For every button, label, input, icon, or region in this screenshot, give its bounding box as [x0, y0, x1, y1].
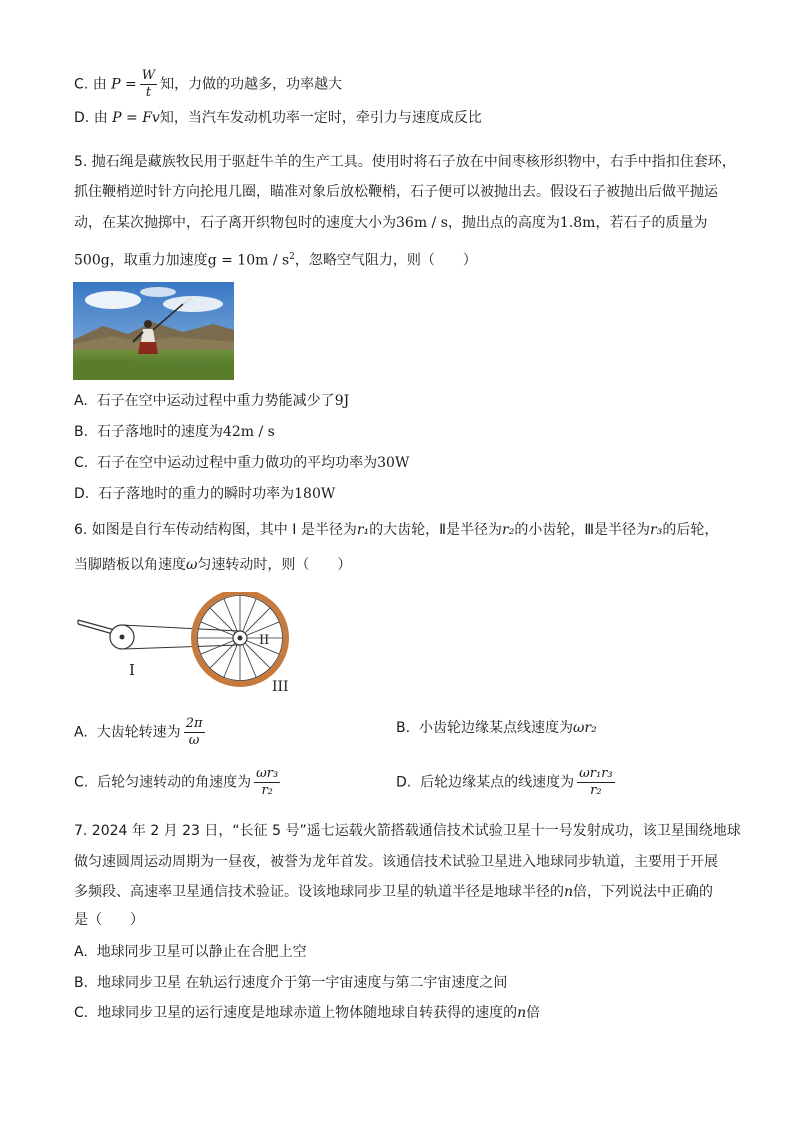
text: 多频段、高速率卫星通信技术验证。设该地球同步卫星的轨道半径是地球半径的	[74, 884, 564, 900]
label-II: II	[259, 633, 270, 648]
value: 500g	[74, 252, 110, 269]
option-value: 9J	[334, 393, 350, 409]
option-text: 后轮边缘某点的线速度为	[420, 774, 575, 791]
option-text: 由	[93, 110, 108, 126]
fraction	[140, 68, 157, 101]
text: ，忽略空气阻力，则（ ）	[294, 252, 477, 269]
var: ω	[186, 557, 198, 573]
option-text: 小齿轮边缘某点线速度为	[418, 720, 573, 736]
q5-option-d	[74, 484, 335, 504]
option-label: A.	[74, 393, 88, 409]
formula: P = Fv	[112, 110, 160, 126]
herder-photo	[73, 282, 234, 380]
q5-option-c	[74, 453, 409, 473]
var: r₁	[356, 522, 370, 538]
option-text: 倍	[526, 1005, 541, 1021]
option-text: 知，当汽车发动机功率一定时，牵引力与速度成反比	[159, 110, 482, 126]
option-text: 地球同步卫星的运行速度是地球赤道上物体随地球自转获得的速度的	[97, 1005, 518, 1021]
text: ，取重力加速度	[109, 252, 208, 269]
value: 36m / s	[396, 215, 448, 231]
var: n	[564, 884, 574, 900]
text: ，抛出点的高度为	[447, 215, 560, 231]
fraction	[577, 766, 614, 799]
option-label: D.	[74, 486, 90, 502]
option-label: B.	[396, 720, 411, 736]
q7-option-b	[74, 973, 507, 993]
option-text: 知，力做的功越多，功率越大	[160, 76, 343, 93]
fraction	[254, 766, 280, 799]
q6-line1	[74, 520, 718, 540]
option-text: 石子落地时的重力的瞬时功率为	[98, 486, 295, 502]
text: 倍，下列说法中正确的	[573, 884, 714, 900]
bicycle-diagram	[74, 592, 304, 702]
option-label: C.	[74, 76, 89, 93]
option-label: A.	[74, 724, 88, 741]
label-III: III	[272, 679, 289, 695]
text: 的大齿轮，Ⅱ是半径为	[369, 522, 503, 538]
value: g = 10m / s	[207, 252, 290, 269]
text: 匀速转动时，则（ ）	[197, 557, 352, 573]
option-text: 地球同步卫星可以静止在合肥上空	[96, 944, 307, 960]
var: r₃	[650, 522, 663, 538]
var: r₂	[502, 522, 515, 538]
text: 的后轮，	[662, 522, 719, 538]
q6-option-b	[396, 718, 597, 738]
text: 6. 如图是自行车传动结构图，其中 I 是半径为	[74, 522, 357, 538]
q7-line1: 7. 2024 年 2 月 23 日，“长征 5 号”遥七运载火箭搭载通信技术试验卫星十一号发射成功，该卫星围绕地球	[74, 823, 741, 839]
exponent: 2	[289, 252, 295, 262]
q5-line1: 5. 抛石绳是藏族牧民用于驱赶牛羊的生产工具。使用时将石子放在中间枣核形织物中，右手中指扣住套环，	[74, 154, 736, 170]
q6-option-a	[74, 716, 208, 749]
option-value: 42m / s	[222, 424, 275, 440]
fraction-num: W	[141, 68, 156, 83]
text: 的小齿轮，Ⅲ是半径为	[514, 522, 651, 538]
q5-option-b	[74, 422, 275, 442]
option-label: B.	[74, 424, 89, 440]
q5-line2: 抓住鞭梢逆时针方向抡甩几圈，瞄准对象后放松鞭梢，石子便可以被抛出去。假设石子被抛出后做平抛运	[74, 184, 718, 200]
option-label: A.	[74, 944, 88, 960]
option-value: 30W	[377, 455, 410, 471]
option-text: 地球同步卫星 在轨运行速度介于第一宇宙速度与第二宇宙速度之间	[96, 975, 508, 991]
q7-option-c	[74, 1003, 540, 1023]
label-I: I	[129, 661, 135, 679]
q5-option-a	[74, 391, 349, 411]
q7-line2: 做匀速圆周运动周期为一昼夜，被誉为龙年首发。该通信技术试验卫星进入地球同步轨道，主要用于开展	[74, 854, 718, 870]
q7-line4: 是（ ）	[74, 912, 144, 928]
text: ，若石子的质量为	[595, 215, 708, 231]
q6-option-c	[74, 766, 283, 799]
text: 动，在某次抛掷中，石子离开织物包时的速度大小为	[74, 215, 396, 231]
fraction-den: r₂	[261, 783, 273, 798]
fraction-den: r₂	[590, 783, 602, 798]
option-text: 大齿轮转速为	[96, 724, 181, 741]
q7-line3	[74, 882, 713, 902]
fraction-den: ω	[188, 733, 200, 748]
q5-line4	[74, 247, 477, 271]
option-text: 石子在空中运动过程中重力做功的平均功率为	[97, 455, 378, 471]
option-c-prev	[74, 68, 342, 101]
fraction-num: ωr₃	[256, 766, 279, 781]
option-label: C.	[74, 774, 89, 791]
option-text: 石子落地时的速度为	[96, 424, 223, 440]
value: 1.8m	[559, 215, 596, 231]
formula: P =	[111, 76, 137, 93]
text: 当脚踏板以角速度	[74, 557, 186, 573]
option-label: C.	[74, 455, 89, 471]
option-label: D.	[74, 110, 90, 126]
fraction-num: ωr₁r₃	[579, 766, 613, 781]
option-label: C.	[74, 1005, 89, 1021]
option-label: B.	[74, 975, 89, 991]
q6-line2	[74, 555, 351, 575]
fraction-den: t	[145, 85, 152, 100]
option-label: D.	[396, 774, 412, 791]
q6-option-d	[396, 766, 618, 799]
var: n	[517, 1005, 527, 1021]
option-value: 180W	[294, 486, 336, 502]
option-text: 后轮匀速转动的角速度为	[97, 774, 252, 791]
q5-line3	[74, 213, 707, 233]
option-text: 由	[92, 76, 107, 93]
option-text: 石子在空中运动过程中重力势能减少了	[96, 393, 335, 409]
fraction-num: 2π	[185, 716, 203, 731]
option-d-prev	[74, 108, 482, 128]
fraction	[184, 716, 205, 749]
option-value: ωr₂	[572, 720, 597, 736]
q7-option-a	[74, 942, 307, 962]
